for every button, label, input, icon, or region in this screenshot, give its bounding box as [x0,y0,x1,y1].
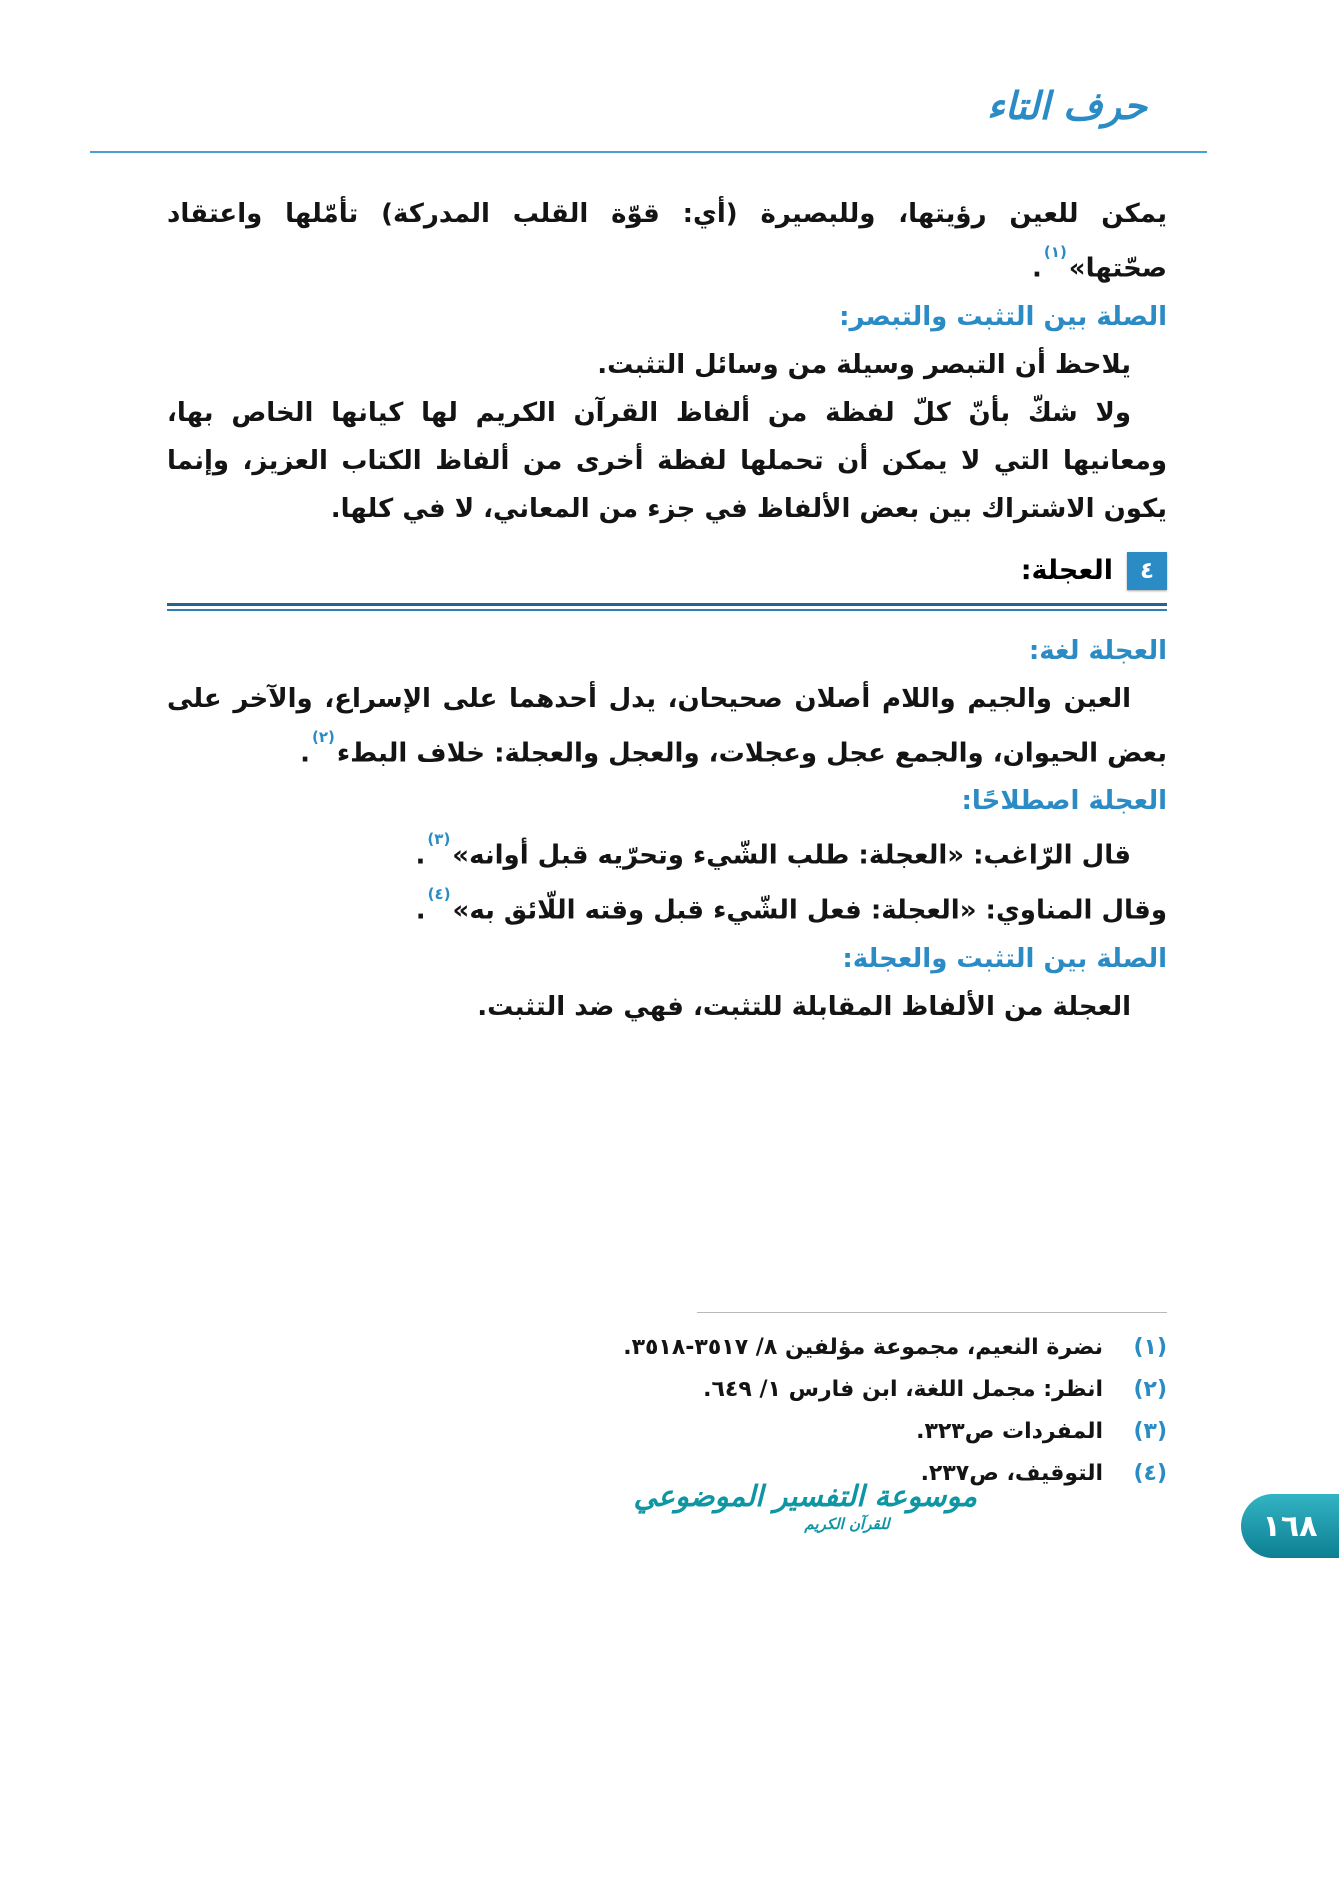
subheading-sila-ajala: الصلة بين التثبت والعجلة: [842,943,1167,974]
subheading-ajala-istilah: العجلة اصطلاحًا: [961,786,1167,817]
subheading-ajala-lugha: العجلة لغة: [1028,635,1167,666]
footnote-ref-1: (١) [1043,243,1067,261]
footnote-number: (١) [1133,1335,1167,1360]
header-rule [90,151,1207,153]
section-title: العجلة: [1020,554,1113,586]
footnote-ref-4: (٤) [427,884,451,903]
footnote-text: المفردات ص٣٢٣. [916,1419,1103,1444]
footnote [167,1369,1167,1411]
paragraph-text: وقال المناوي: «العجلة: فعل الشّيء قبل وقته اللّائق به» [452,895,1167,926]
body-text [167,190,1167,1031]
publisher-logo-title: موسوعة التفسير الموضوعي [633,1479,977,1513]
paragraph: العجلة من الألفاظ المقابلة للتثبت، فهي ضد التثبت. [477,991,1131,1022]
paragraph [167,825,1167,880]
section-4-ajala [167,547,1167,595]
paragraph-tail: . [1032,253,1042,284]
subheading-sila-tabassur: الصلة بين التثبت والتبصر: [839,301,1167,332]
paragraph [167,675,1167,778]
footnote-number: (٣) [1133,1419,1167,1444]
paragraph: ولا شكّ بأنّ كلّ لفظة من ألفاظ القرآن الكريم لها كيانها الخاص بها، ومعانيها التي لا يمكن أن تحملها لفظة أخرى من ألفاظ الكتاب العزيز، وإنما يكون الاشتراك بين بعض الألفاظ في جزء من المعاني، لا في كلها. [167,397,1167,524]
footnote-ref-3: (٣) [427,830,451,849]
paragraph-text: العين والجيم واللام أصلان صحيحان، يدل أحدهما على الإسراع، والآخر على بعض الحيوان، والجمع عجل وعجلات، والعجل والعجلة: خلاف البطء [167,683,1167,769]
footnote [167,1327,1167,1369]
page-number: ١٦٨ [1262,1508,1318,1544]
footnote-separator [697,1312,1167,1313]
paragraph-tail: . [415,895,426,926]
publisher-logo [633,1478,977,1534]
paragraph [167,190,1167,293]
footnote-number: (٢) [1133,1377,1167,1402]
section-number-badge: ٤ [1127,552,1167,590]
paragraph [167,880,1167,935]
footnote [167,1411,1167,1453]
paragraph-tail: . [300,738,311,769]
footnote-number: (٤) [1133,1461,1167,1486]
chapter-header: حرف التاء [986,84,1147,128]
paragraph-tail: . [415,840,426,871]
footnote-text: التوقيف، ص٢٣٧. [920,1461,1103,1486]
footnote-text: انظر: مجمل اللغة، ابن فارس ١/ ٦٤٩. [703,1377,1103,1402]
page-number-badge [1241,1494,1339,1558]
publisher-logo-subtitle: للقرآن الكريم [804,1515,890,1533]
footnote-ref-2: (٢) [312,727,335,746]
section-divider [167,603,1167,611]
paragraph-text: يمكن للعين رؤيتها، وللبصيرة (أي: قوّة القلب المدركة) تأمّلها واعتقاد صحّتها» [167,199,1167,284]
paragraph: يلاحظ أن التبصر وسيلة من وسائل التثبت. [597,349,1131,380]
footnotes [167,1312,1167,1495]
paragraph-text: قال الرّاغب: «العجلة: طلب الشّيء وتحرّيه قبل أوانه» [452,840,1131,871]
footnote-text: نضرة النعيم، مجموعة مؤلفين ٨/ ٣٥١٧-٣٥١٨. [623,1335,1103,1360]
